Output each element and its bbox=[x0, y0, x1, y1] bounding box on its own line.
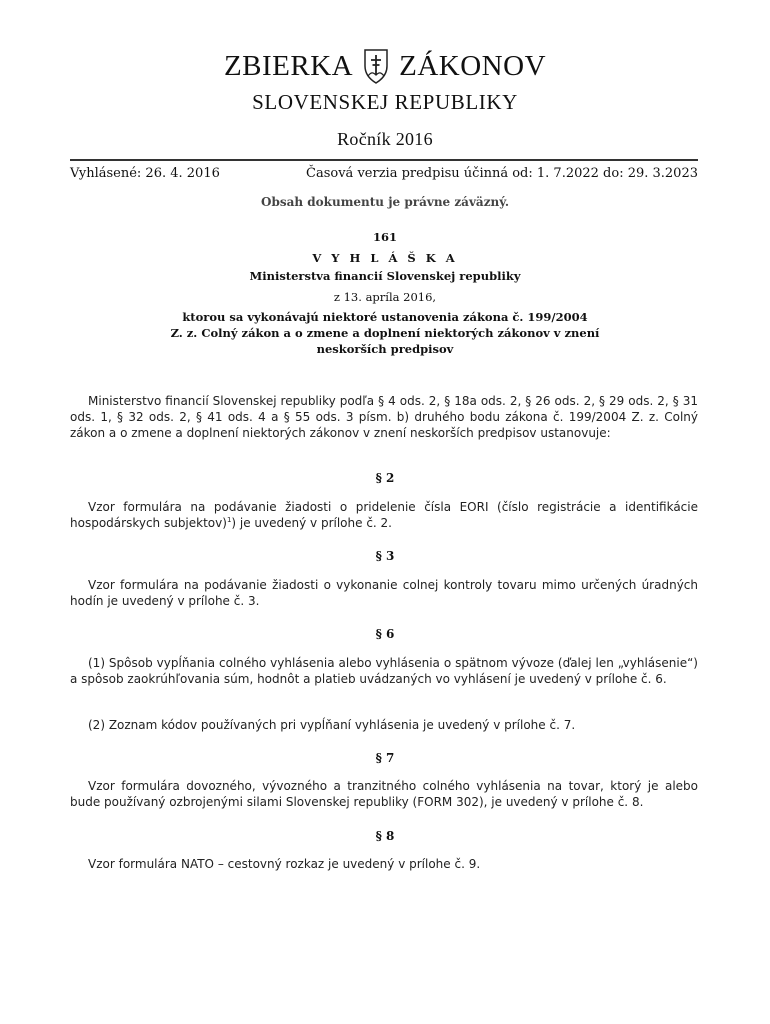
metadata-row bbox=[70, 166, 698, 181]
section-heading: § 6 bbox=[375, 627, 395, 641]
section-paragraph: (2) Zoznam kódov používaných pri vypĺňaní vyhlásenia je uvedený v prílohe č. 7. bbox=[88, 718, 576, 732]
masthead bbox=[0, 48, 770, 150]
legal-binding-notice: Obsah dokumentu je právne záväzný. bbox=[260, 195, 509, 209]
section-paragraph: Vzor formulára dovozného, vývozného a tranzitného colného vyhlásenia na tovar, ktorý je alebo bude používaný ozbrojenými silami Slovenskej republiky (FORM 302), je uvedený v prílohe č. 8. bbox=[70, 779, 698, 809]
coat-of-arms-icon bbox=[363, 48, 389, 84]
section-heading: § 7 bbox=[375, 751, 395, 765]
section-text: ) je uvedený v prílohe č. 2. bbox=[231, 516, 392, 530]
masthead-subtitle: SLOVENSKEJ REPUBLIKY bbox=[252, 90, 518, 114]
section-heading: § 2 bbox=[375, 471, 395, 485]
regulation-date: z 13. apríla 2016, bbox=[333, 290, 437, 304]
masthead-title-row bbox=[0, 48, 770, 84]
regulation-title bbox=[150, 309, 620, 357]
section-text: Vzor formulára na podávanie žiadosti o pridelenie čísla EORI (číslo registrácie a identifikácie hospodárskych subjektov) bbox=[70, 500, 698, 530]
section-paragraph: Vzor formulára na podávanie žiadosti o vykonanie colnej kontroly tovaru mimo určených úradných hodín je uvedený v prílohe č. 3. bbox=[70, 578, 698, 608]
section-heading: § 8 bbox=[375, 829, 395, 843]
volume-year: Ročník 2016 bbox=[337, 129, 433, 149]
regulation-issuer: Ministerstva financií Slovenskej republiky bbox=[249, 269, 521, 283]
version-validity: Časová verzia predpisu účinná od: 1. 7.2022 do: 29. 3.2023 bbox=[306, 166, 698, 181]
regulation-title-line: Z. z. Colný zákon a o zmene a doplnení niektorých zákonov v znení bbox=[170, 326, 600, 340]
regulation-number: 161 bbox=[372, 230, 397, 244]
section-paragraph: Vzor formulára NATO – cestovný rozkaz je uvedený v prílohe č. 9. bbox=[88, 857, 481, 871]
masthead-word-right: ZÁKONOV bbox=[399, 50, 547, 82]
section-paragraph: (1) Spôsob vypĺňania colného vyhlásenia alebo vyhlásenia o spätnom vývoze (ďalej len „vyhlásenie“) a spôsob zaokrúhľovania súm, hodnôt a platieb uvádzaných vo vyhlásení je uvedený v prílohe č. 6. bbox=[70, 656, 698, 686]
regulation-type: V Y H L Á Š K A bbox=[312, 251, 458, 265]
announced-date: Vyhlásené: 26. 4. 2016 bbox=[70, 166, 220, 181]
section-paragraph bbox=[70, 499, 698, 531]
header-divider bbox=[70, 159, 698, 161]
masthead-word-left: ZBIERKA bbox=[223, 50, 354, 82]
regulation-title-line: neskorších predpisov bbox=[316, 342, 454, 356]
preamble-paragraph: Ministerstvo financií Slovenskej republiky podľa § 4 ods. 2, § 18a ods. 2, § 26 ods. 2, § 29 ods. 2, § 31 ods. 1, § 32 ods. 2, § 41 ods. 4 a § 55 ods. 3 písm. b) druhého bodu zákona č. 199/2004 Z. z. Colný zákon a o zmene a doplnení niektorých zákonov v znení neskorších predpisov ustanovuje: bbox=[70, 394, 698, 440]
section-heading: § 3 bbox=[375, 549, 395, 563]
regulation-title-line: ktorou sa vykonávajú niektoré ustanovenia zákona č. 199/2004 bbox=[182, 310, 588, 324]
footnote-reference[interactable]: 1 bbox=[226, 516, 232, 524]
